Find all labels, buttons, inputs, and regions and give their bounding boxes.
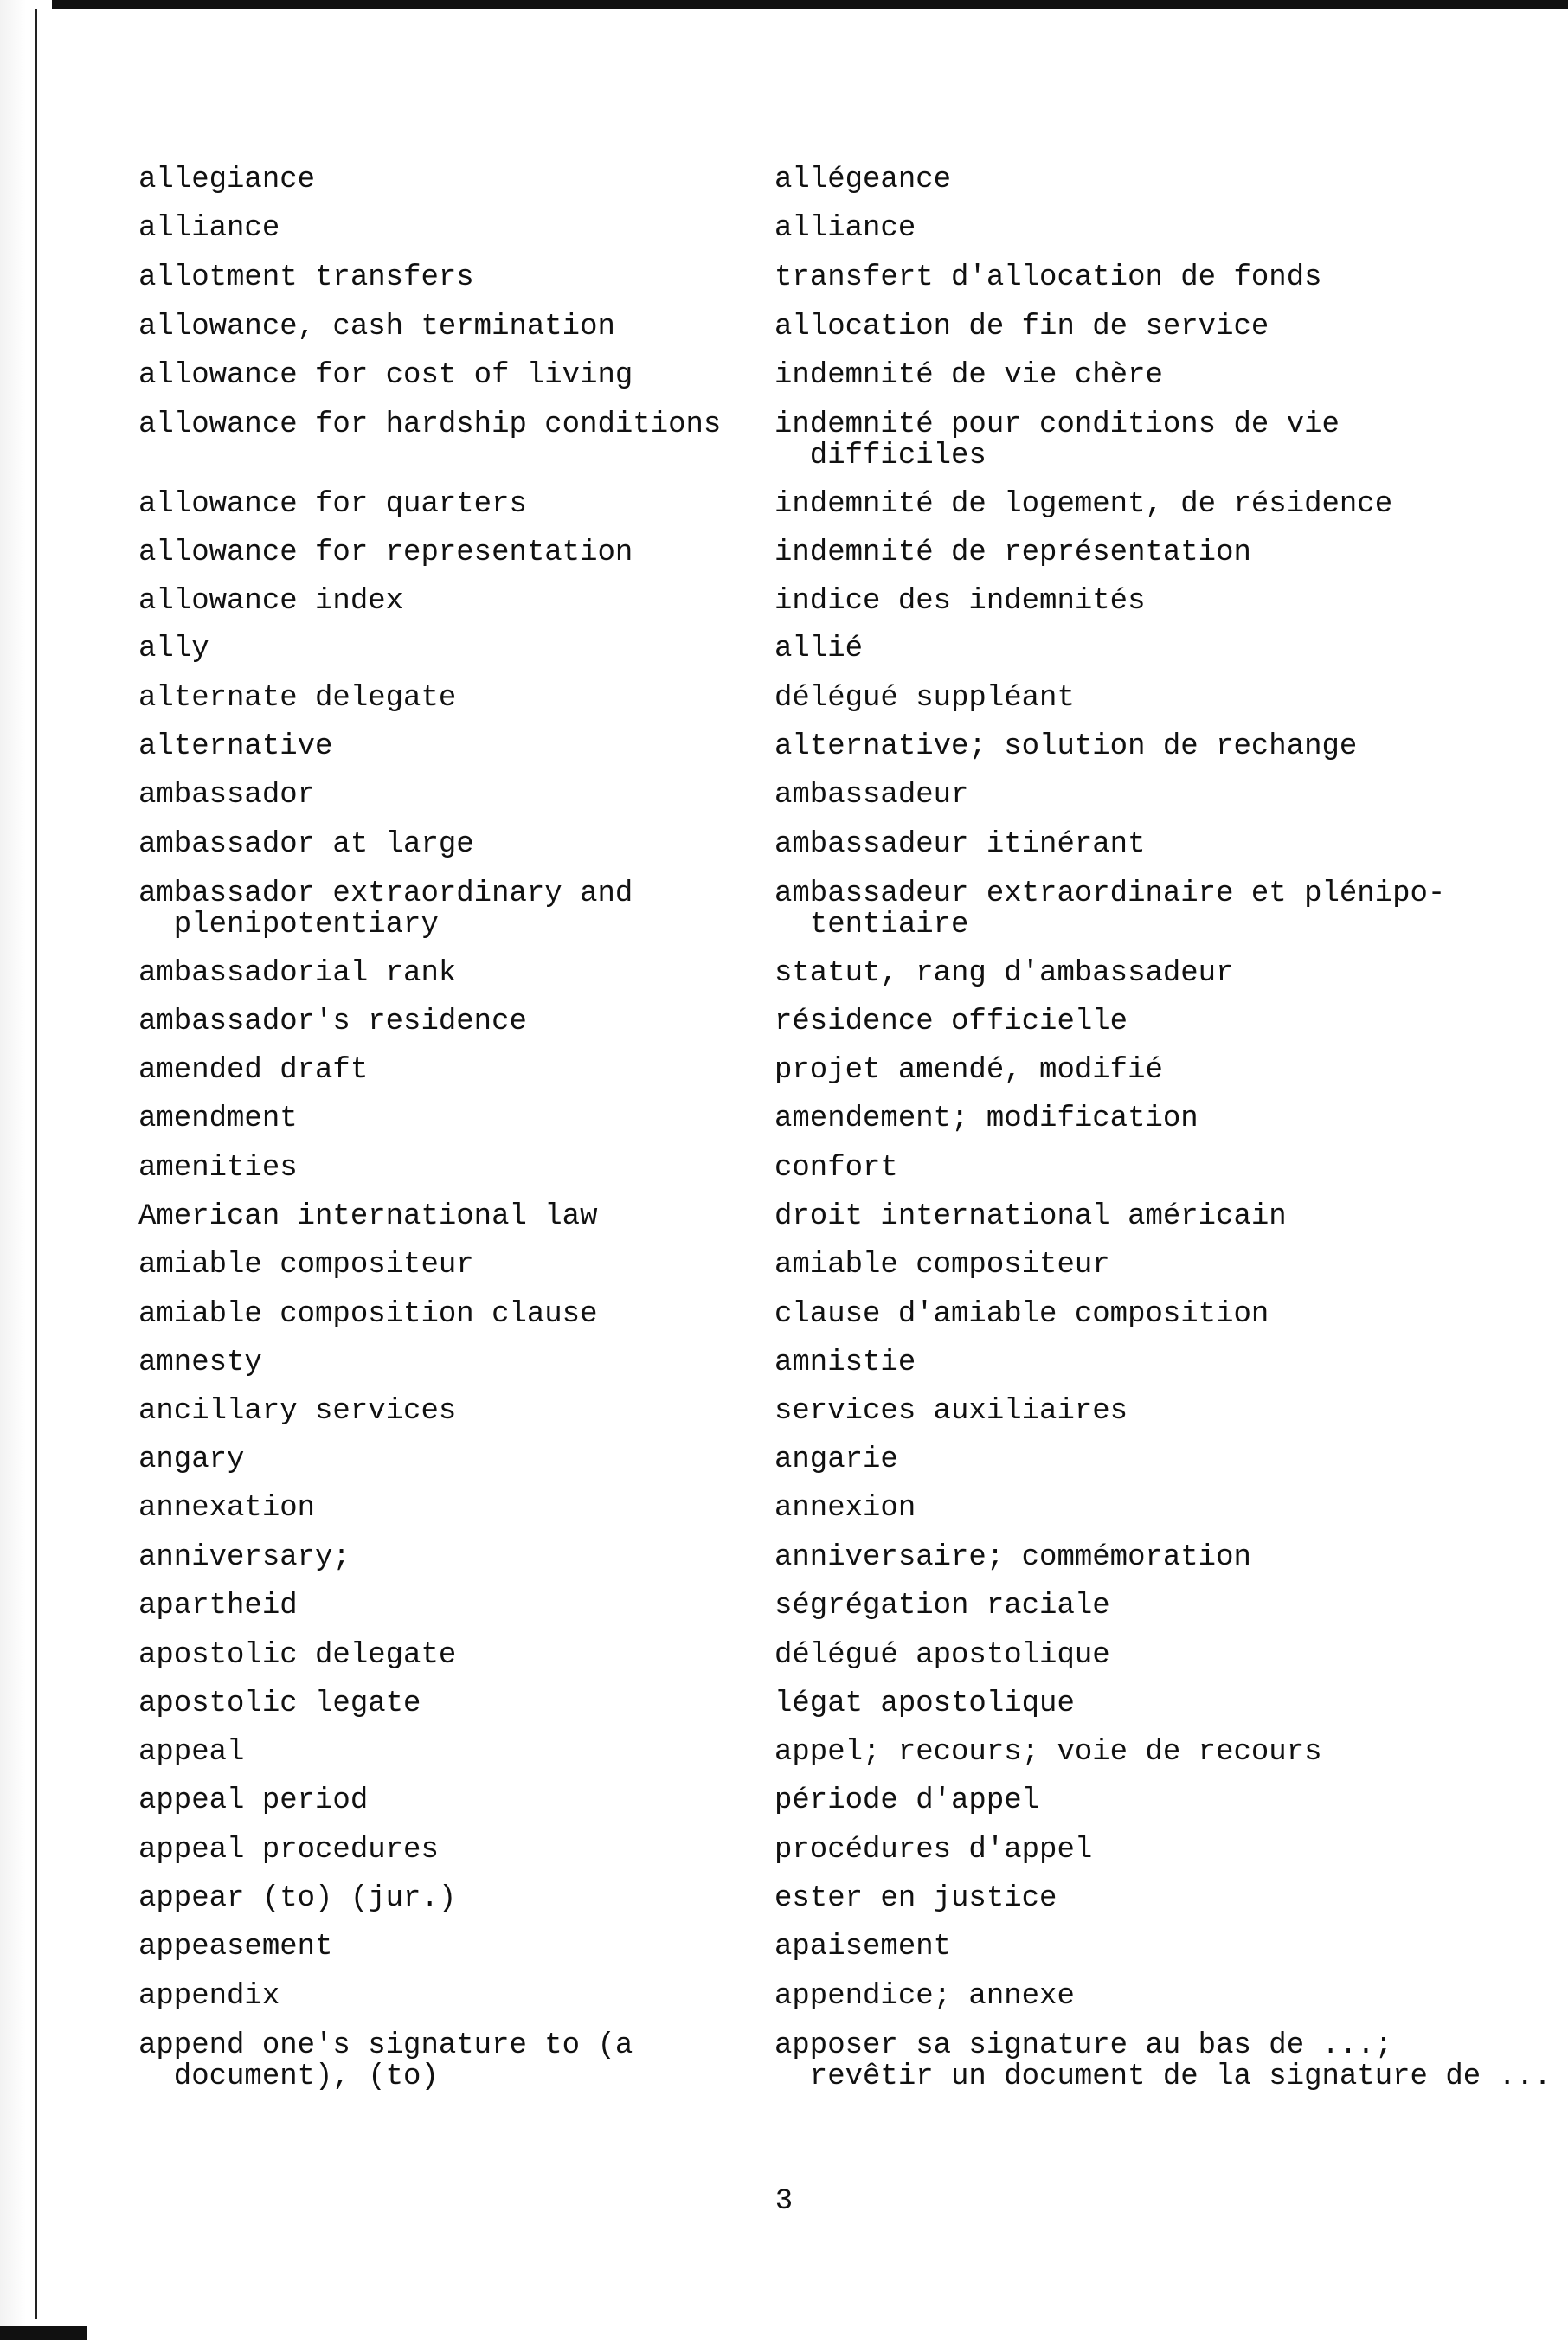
- french-translation: indemnité de représentation: [774, 537, 1251, 569]
- english-term: appeasement: [138, 1931, 333, 1964]
- french-translation: allocation de fin de service: [774, 311, 1269, 344]
- french-translation: indemnité de logement, de résidence: [774, 488, 1393, 521]
- french-translation: droit international américain: [774, 1200, 1287, 1233]
- french-translation: procédures d'appel: [774, 1834, 1093, 1867]
- english-term: alternative: [138, 730, 333, 763]
- english-term: ambassador at large: [138, 828, 474, 861]
- english-term: apartheid: [138, 1590, 298, 1623]
- french-translation: apposer sa signature au bas de ...; revêtir un document de la signature de ...: [774, 2029, 1552, 2093]
- english-term: allowance, cash termination: [138, 311, 615, 344]
- french-translation: légat apostolique: [774, 1688, 1075, 1720]
- french-translation: appendice; annexe: [774, 1980, 1075, 2013]
- french-translation: ester en justice: [774, 1882, 1057, 1915]
- french-translation: indemnité de vie chère: [774, 359, 1163, 392]
- french-translation: amnistie: [774, 1347, 916, 1379]
- french-translation: apaisement: [774, 1931, 952, 1964]
- english-term: amnesty: [138, 1347, 262, 1379]
- french-translation: ambassadeur itinérant: [774, 828, 1146, 861]
- english-term: allowance for hardship conditions: [138, 408, 722, 441]
- french-translation: anniversaire; commémoration: [774, 1541, 1251, 1574]
- french-translation: ambassadeur extraordinaire et plénipo- tentiaire: [774, 878, 1446, 942]
- english-term: allowance for representation: [138, 537, 633, 569]
- french-translation: clause d'amiable composition: [774, 1298, 1269, 1331]
- english-term: appeal period: [138, 1784, 369, 1817]
- english-term: allowance for cost of living: [138, 359, 633, 392]
- english-term: ancillary services: [138, 1395, 457, 1428]
- english-term: appendix: [138, 1980, 280, 2013]
- english-term: angary: [138, 1443, 245, 1476]
- french-translation: annexion: [774, 1492, 916, 1525]
- english-term: apostolic legate: [138, 1688, 421, 1720]
- binding-foot-mark: [0, 2326, 87, 2340]
- english-term: ally: [138, 633, 209, 665]
- english-term: append one's signature to (a document), (to): [138, 2029, 633, 2093]
- english-term: alternate delegate: [138, 682, 457, 715]
- french-translation: appel; recours; voie de recours: [774, 1736, 1322, 1769]
- english-term: amended draft: [138, 1054, 369, 1087]
- english-term: appeal: [138, 1736, 245, 1769]
- french-translation: statut, rang d'ambassadeur: [774, 957, 1234, 990]
- english-term: allotment transfers: [138, 261, 474, 294]
- french-translation: alliance: [774, 212, 916, 245]
- english-term: allowance index: [138, 585, 404, 618]
- english-term: apostolic delegate: [138, 1639, 457, 1672]
- english-term: allegiance: [138, 164, 316, 196]
- french-translation: ambassadeur: [774, 779, 969, 812]
- english-term: ambassador extraordinary and plenipotentiary: [138, 878, 633, 942]
- french-translation: amendement; modification: [774, 1102, 1198, 1135]
- english-term: amendment: [138, 1102, 298, 1135]
- english-term: alliance: [138, 212, 280, 245]
- page-number: 3: [774, 2185, 794, 2218]
- english-term: amiable composition clause: [138, 1298, 598, 1331]
- french-translation: angarie: [774, 1443, 898, 1476]
- binding-line: [35, 9, 37, 2319]
- french-translation: alternative; solution de rechange: [774, 730, 1358, 763]
- english-term: annexation: [138, 1492, 316, 1525]
- english-term: American international law: [138, 1200, 598, 1233]
- french-translation: services auxiliaires: [774, 1395, 1128, 1428]
- english-term: appeal procedures: [138, 1834, 439, 1867]
- glossary-entry: [121, 2029, 1552, 2155]
- english-term: appear (to) (jur.): [138, 1882, 457, 1915]
- binding-edge: [0, 0, 52, 2340]
- french-translation: allégeance: [774, 164, 952, 196]
- french-translation: indemnité pour conditions de vie difficiles: [774, 408, 1340, 472]
- french-translation: amiable compositeur: [774, 1249, 1110, 1282]
- english-term: ambassador's residence: [138, 1006, 527, 1038]
- french-translation: transfert d'allocation de fonds: [774, 261, 1322, 294]
- french-translation: délégué apostolique: [774, 1639, 1110, 1672]
- french-translation: période d'appel: [774, 1784, 1040, 1817]
- english-term: allowance for quarters: [138, 488, 527, 521]
- english-term: amenities: [138, 1152, 298, 1185]
- glossary-page: [121, 130, 1552, 2207]
- french-translation: allié: [774, 633, 864, 665]
- english-term: ambassadorial rank: [138, 957, 457, 990]
- english-term: anniversary;: [138, 1541, 350, 1574]
- english-term: ambassador: [138, 779, 316, 812]
- french-translation: projet amendé, modifié: [774, 1054, 1163, 1087]
- page-top-border: [0, 0, 1568, 9]
- english-term: amiable compositeur: [138, 1249, 474, 1282]
- french-translation: confort: [774, 1152, 898, 1185]
- french-translation: indice des indemnités: [774, 585, 1146, 618]
- french-translation: ségrégation raciale: [774, 1590, 1110, 1623]
- french-translation: résidence officielle: [774, 1006, 1128, 1038]
- french-translation: délégué suppléant: [774, 682, 1075, 715]
